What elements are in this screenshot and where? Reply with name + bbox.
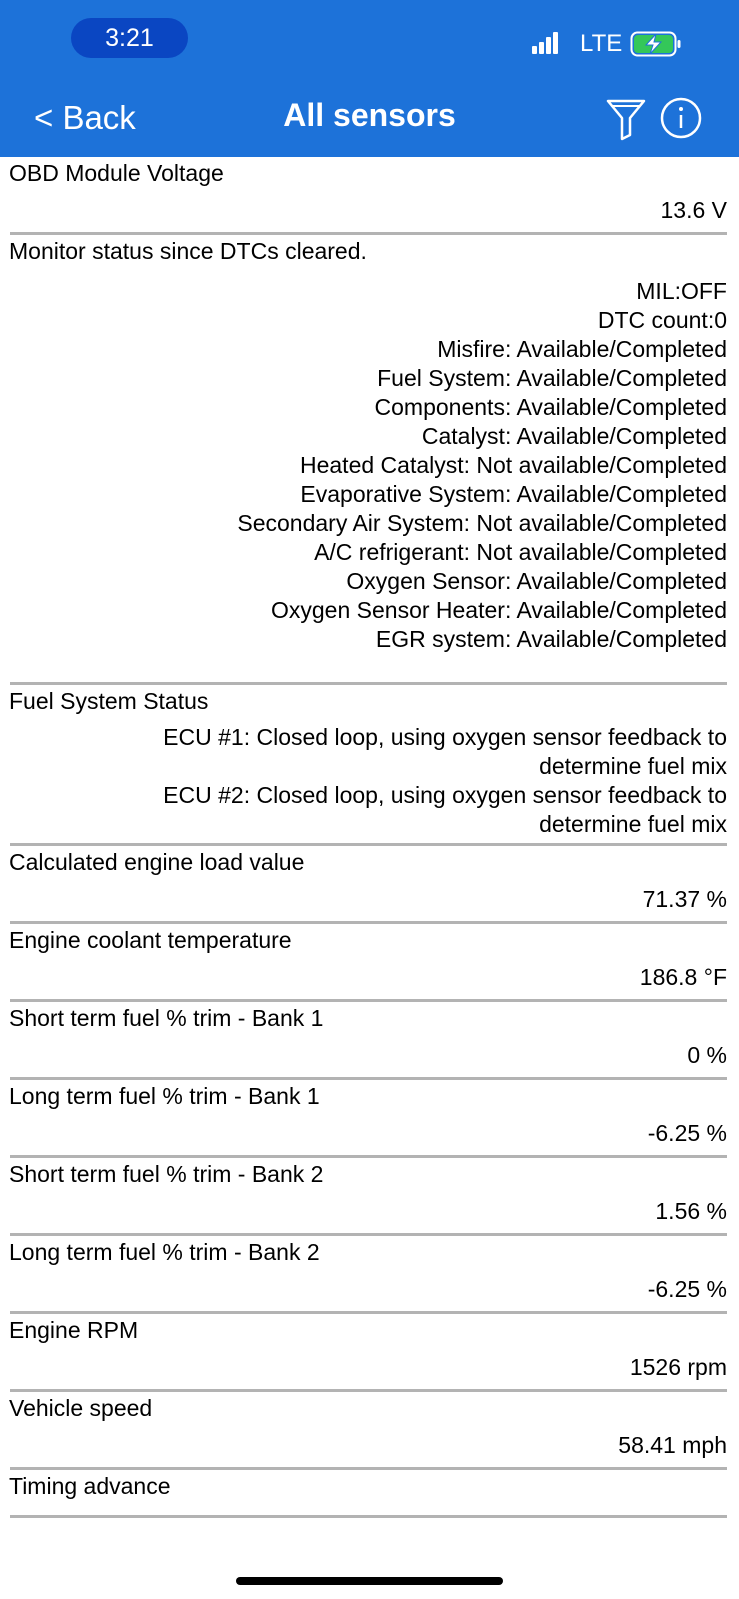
sensor-detail-line: determine fuel mix xyxy=(539,811,727,837)
sensor-row[interactable] xyxy=(0,1080,739,1158)
back-button[interactable]: < Back xyxy=(34,99,136,136)
nav-header xyxy=(0,0,739,157)
info-icon[interactable] xyxy=(660,97,702,139)
sensor-detail-line: determine fuel mix xyxy=(539,753,727,779)
sensor-detail-line: Heated Catalyst: Not available/Completed xyxy=(299,452,727,478)
status-time: 3:21 xyxy=(71,18,188,58)
sensor-row[interactable] xyxy=(0,1392,739,1470)
sensor-detail-line: Oxygen Sensor Heater: Available/Completed xyxy=(270,597,727,623)
sensor-detail-line: Oxygen Sensor: Available/Completed xyxy=(346,568,727,594)
row-divider xyxy=(10,1515,727,1518)
sensor-detail-line: Misfire: Available/Completed xyxy=(437,336,727,362)
sensor-label: Timing advance xyxy=(9,1473,171,1499)
sensor-detail-line: A/C refrigerant: Not available/Completed xyxy=(314,539,727,565)
network-type: LTE xyxy=(580,30,623,57)
sensor-row[interactable] xyxy=(0,1236,739,1314)
sensor-value: 71.37 % xyxy=(642,886,727,912)
sensor-label: Short term fuel % trim - Bank 2 xyxy=(9,1161,324,1187)
sensor-detail-line: Components: Available/Completed xyxy=(374,394,727,420)
sensor-value: 13.6 V xyxy=(660,197,727,223)
sensor-detail-line: Fuel System: Available/Completed xyxy=(377,365,727,391)
sensor-label: OBD Module Voltage xyxy=(9,160,224,186)
sensor-value: 0 % xyxy=(687,1042,727,1068)
sensor-list[interactable] xyxy=(0,157,739,1537)
page-title: All sensors xyxy=(283,97,456,133)
signal-icon xyxy=(532,32,558,54)
sensor-label: Fuel System Status xyxy=(9,688,209,714)
home-indicator xyxy=(236,1577,503,1585)
sensor-value: 186.8 °F xyxy=(639,964,727,990)
sensor-value: 1526 rpm xyxy=(629,1354,727,1380)
sensor-row[interactable] xyxy=(0,846,739,924)
sensor-detail-line: DTC count:0 xyxy=(597,307,727,333)
sensor-row[interactable] xyxy=(0,1314,739,1392)
sensor-detail-line: EGR system: Available/Completed xyxy=(375,626,727,652)
sensor-detail-line: Evaporative System: Available/Completed xyxy=(300,481,727,507)
sensor-value: -6.25 % xyxy=(647,1276,727,1302)
sensor-value: 1.56 % xyxy=(655,1198,727,1224)
sensor-label: Long term fuel % trim - Bank 1 xyxy=(9,1083,320,1109)
sensor-label: Vehicle speed xyxy=(9,1395,153,1421)
sensor-value: 58.41 mph xyxy=(618,1432,727,1458)
sensor-detail-line: Secondary Air System: Not available/Completed xyxy=(237,510,727,536)
sensor-label: Engine coolant temperature xyxy=(9,927,292,953)
sensor-detail-line: MIL:OFF xyxy=(636,278,727,304)
battery-charging-icon xyxy=(630,31,682,57)
sensor-detail-line: Catalyst: Available/Completed xyxy=(421,423,727,449)
sensor-row[interactable] xyxy=(0,685,739,846)
sensor-row[interactable] xyxy=(0,1470,739,1518)
sensor-row[interactable] xyxy=(0,157,739,235)
sensor-row[interactable] xyxy=(0,235,739,685)
sensor-label: Long term fuel % trim - Bank 2 xyxy=(9,1239,320,1265)
sensor-detail-line: ECU #2: Closed loop, using oxygen sensor feedback to xyxy=(163,782,727,808)
sensor-label: Engine RPM xyxy=(9,1317,139,1343)
sensor-row[interactable] xyxy=(0,1002,739,1080)
sensor-detail-line: ECU #1: Closed loop, using oxygen sensor feedback to xyxy=(163,724,727,750)
sensor-label: Monitor status since DTCs cleared. xyxy=(9,238,367,264)
sensor-label: Calculated engine load value xyxy=(9,849,305,875)
sensor-row[interactable] xyxy=(0,924,739,1002)
sensor-label: Short term fuel % trim - Bank 1 xyxy=(9,1005,324,1031)
sensor-row[interactable] xyxy=(0,1158,739,1236)
sensor-value: -6.25 % xyxy=(647,1120,727,1146)
filter-icon[interactable] xyxy=(606,97,646,141)
